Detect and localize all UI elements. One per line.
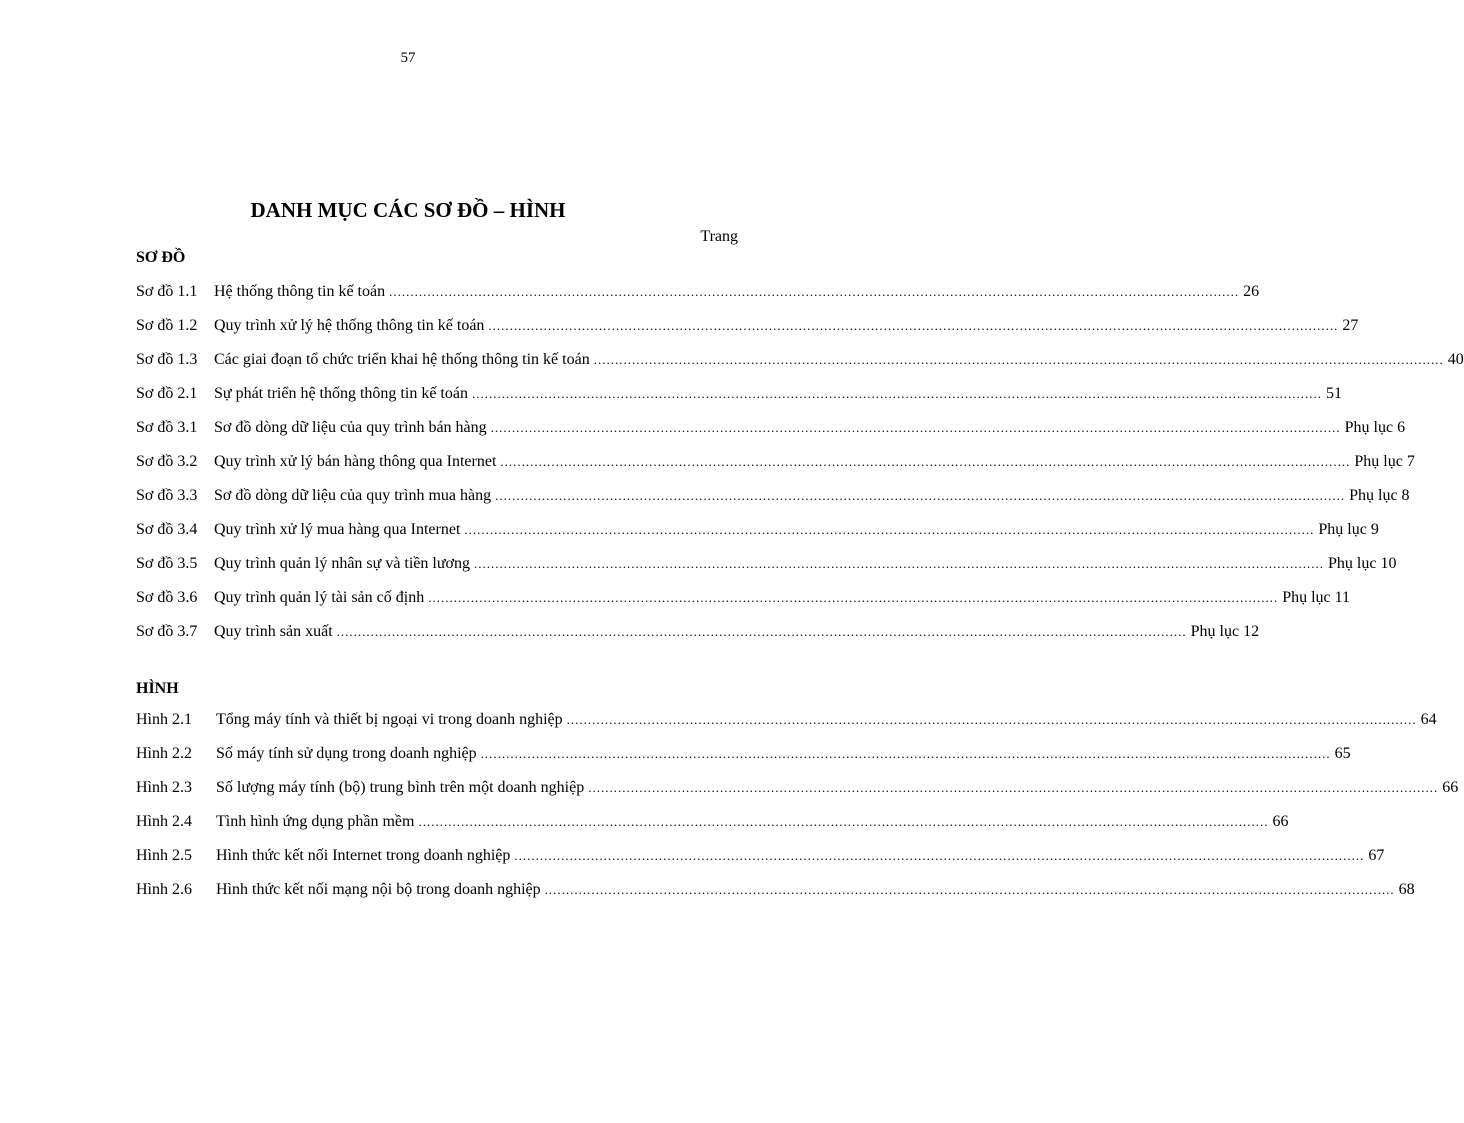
entry-number: Sơ đồ 3.7	[136, 623, 198, 640]
entry-number: Sơ đồ 3.1	[136, 419, 198, 436]
entry-page: Phụ lục 9	[1318, 521, 1379, 538]
list-item[interactable]	[136, 315, 1359, 349]
entry-title: Quy trình xử lý bán hàng thông qua Internet	[214, 453, 497, 470]
section-heading-hinh: HÌNH	[136, 680, 179, 697]
entry-page: 66	[1272, 813, 1289, 830]
entry-number: Sơ đồ 1.3	[136, 351, 198, 368]
entry-number: Hình 2.2	[136, 745, 192, 762]
dot-leader: ........................................................................................................................................................................................................	[336, 624, 1187, 639]
list-item[interactable]	[136, 485, 1410, 519]
list-item[interactable]	[136, 553, 1397, 587]
list-item[interactable]	[136, 777, 1459, 811]
entry-title: Quy trình xử lý mua hàng qua Internet	[214, 521, 461, 538]
entry-page: 27	[1342, 317, 1359, 334]
section-heading-so-do: SƠ ĐỒ	[136, 249, 186, 266]
list-item[interactable]	[136, 349, 1464, 383]
list-item[interactable]	[136, 811, 1289, 845]
dot-leader: ........................................................................................................................................................................................................	[464, 522, 1315, 537]
dot-leader: ........................................................................................................................................................................................................	[428, 590, 1279, 605]
entry-number: Hình 2.1	[136, 711, 192, 728]
page-column-header: Trang	[700, 228, 738, 245]
entry-title: Sơ đồ dòng dữ liệu của quy trình mua hàng	[214, 487, 492, 504]
dot-leader: ........................................................................................................................................................................................................	[588, 780, 1439, 795]
entry-title: Số lượng máy tính (bộ) trung bình trên một doanh nghiệp	[216, 779, 585, 796]
list-item[interactable]	[136, 743, 1351, 777]
list-item[interactable]	[136, 845, 1385, 879]
entry-page: 66	[1442, 779, 1459, 796]
dot-leader: ........................................................................................................................................................................................................	[474, 556, 1324, 571]
diagram-list	[136, 281, 1464, 655]
entry-number: Hình 2.3	[136, 779, 192, 796]
entry-number: Sơ đồ 3.5	[136, 555, 198, 572]
entry-title: Sự phát triển hệ thống thông tin kế toán	[214, 385, 468, 402]
list-item[interactable]	[136, 621, 1260, 655]
entry-page: 40	[1447, 351, 1464, 368]
entry-page: 64	[1420, 711, 1437, 728]
list-item[interactable]	[136, 383, 1342, 417]
entry-title: Tình hình ứng dụng phần mềm	[216, 813, 415, 830]
dot-leader: ........................................................................................................................................................................................................	[480, 746, 1331, 761]
entry-number: Sơ đồ 1.1	[136, 283, 198, 300]
dot-leader: ........................................................................................................................................................................................................	[544, 882, 1395, 897]
entry-title: Hình thức kết nối Internet trong doanh nghiệp	[216, 847, 511, 864]
entry-number: Sơ đồ 1.2	[136, 317, 198, 334]
dot-leader: ........................................................................................................................................................................................................	[500, 454, 1351, 469]
list-item[interactable]	[136, 709, 1437, 743]
figure-list	[136, 709, 1459, 913]
entry-number: Hình 2.6	[136, 881, 192, 898]
dot-leader: ........................................................................................................................................................................................................	[566, 712, 1417, 727]
entry-page: 65	[1334, 745, 1351, 762]
entry-title: Quy trình xử lý hệ thống thông tin kế toán	[214, 317, 485, 334]
dot-leader: ........................................................................................................................................................................................................	[389, 284, 1240, 299]
entry-page: 67	[1368, 847, 1385, 864]
dot-leader: ........................................................................................................................................................................................................	[514, 848, 1365, 863]
entry-title: Hình thức kết nối mạng nội bộ trong doanh nghiệp	[216, 881, 541, 898]
entry-page: Phụ lục 6	[1344, 419, 1406, 436]
entry-number: Sơ đồ 3.2	[136, 453, 198, 470]
entry-page: 51	[1325, 385, 1342, 402]
entry-number: Hình 2.5	[136, 847, 192, 864]
dot-leader: ........................................................................................................................................................................................................	[471, 386, 1322, 401]
entry-page: Phụ lục 10	[1328, 555, 1397, 572]
dot-leader: ........................................................................................................................................................................................................	[418, 814, 1269, 829]
entry-title: Quy trình quản lý tài sản cố định	[214, 589, 425, 606]
entry-number: Sơ đồ 3.6	[136, 589, 198, 606]
dot-leader: ........................................................................................................................................................................................................	[490, 420, 1341, 435]
dot-leader: ........................................................................................................................................................................................................	[593, 352, 1444, 367]
entry-page: Phụ lục 7	[1354, 453, 1415, 470]
entry-title: Quy trình sản xuất	[214, 623, 333, 640]
list-item[interactable]	[136, 879, 1415, 913]
entry-number: Sơ đồ 3.4	[136, 521, 198, 538]
list-item[interactable]	[136, 519, 1379, 553]
entry-page: Phụ lục 8	[1349, 487, 1410, 504]
dot-leader: ........................................................................................................................................................................................................	[488, 318, 1339, 333]
entry-title: Quy trình quản lý nhân sự và tiền lương	[214, 555, 470, 572]
entry-page: Phụ lục 12	[1190, 623, 1260, 640]
entry-page: 68	[1398, 881, 1415, 898]
entry-title: Hệ thống thông tin kế toán	[214, 283, 386, 300]
list-item[interactable]	[136, 451, 1415, 485]
entry-title: Các giai đoạn tổ chức triển khai hệ thống thông tin kế toán	[214, 351, 590, 368]
entry-title: Tổng máy tính và thiết bị ngoại vi trong doanh nghiệp	[216, 711, 563, 728]
entry-title: Số máy tính sử dụng trong doanh nghiệp	[216, 745, 477, 762]
entry-page: Phụ lục 11	[1282, 589, 1351, 606]
page-title: DANH MỤC CÁC SƠ ĐỒ – HÌNH	[250, 198, 566, 222]
entry-number: Sơ đồ 3.3	[136, 487, 198, 504]
page-number: 57	[400, 50, 416, 66]
entry-number: Hình 2.4	[136, 813, 192, 830]
entry-title: Sơ đồ dòng dữ liệu của quy trình bán hàng	[214, 419, 487, 436]
dot-leader: ........................................................................................................................................................................................................	[495, 488, 1346, 503]
entry-page: 26	[1243, 283, 1260, 300]
list-item[interactable]	[136, 417, 1406, 451]
entry-number: Sơ đồ 2.1	[136, 385, 198, 402]
list-item[interactable]	[136, 587, 1351, 621]
list-item[interactable]	[136, 281, 1260, 315]
